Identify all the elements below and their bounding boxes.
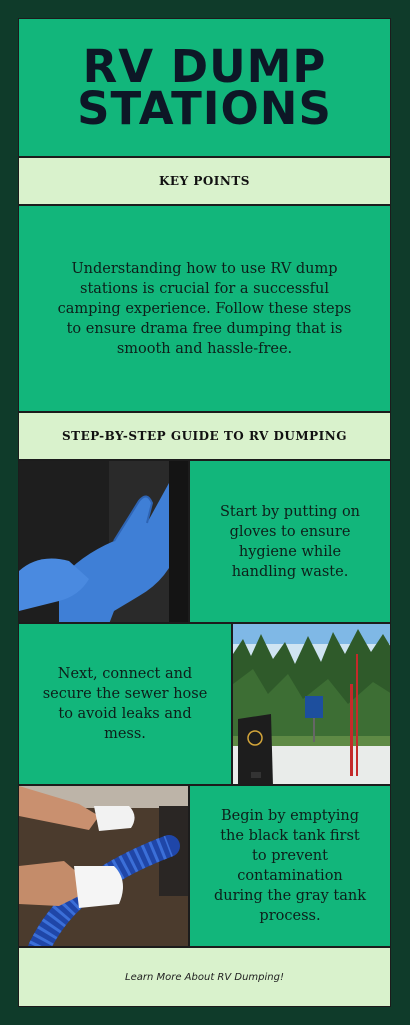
intro-block: [18, 205, 391, 412]
sewer-hose-photo: [18, 785, 189, 947]
footer: [18, 947, 391, 1007]
infographic: [18, 18, 391, 1007]
title-line-2: STATIONS: [77, 81, 332, 135]
intro-text: Understanding how to use RV dump stations is crucial for a successful camping experience. Follow these steps to ensure drama free dumping that is smooth and hassle-free.: [57, 260, 352, 357]
step-3-text: Begin by emptying the black tank first to prevent contamination during the gray tank process.: [213, 808, 367, 924]
dump-station-photo: [232, 623, 391, 785]
step-1: [189, 460, 391, 623]
step-2-text: Next, connect and secure the sewer hose to avoid leaks and mess.: [42, 666, 208, 742]
learn-more-link[interactable]: Learn More About RV Dumping!: [125, 971, 284, 983]
title-line-1: RV DUMP: [82, 39, 327, 93]
title-block: [18, 18, 391, 157]
step-2: [18, 623, 232, 785]
key-points-heading: KEY POINTS: [18, 157, 391, 205]
step-1-text: Start by putting on gloves to ensure hygiene while handling waste.: [219, 503, 361, 580]
blue-glove-photo: [18, 460, 189, 623]
step-3: [189, 785, 391, 947]
guide-heading: STEP-BY-STEP GUIDE TO RV DUMPING: [18, 412, 391, 460]
